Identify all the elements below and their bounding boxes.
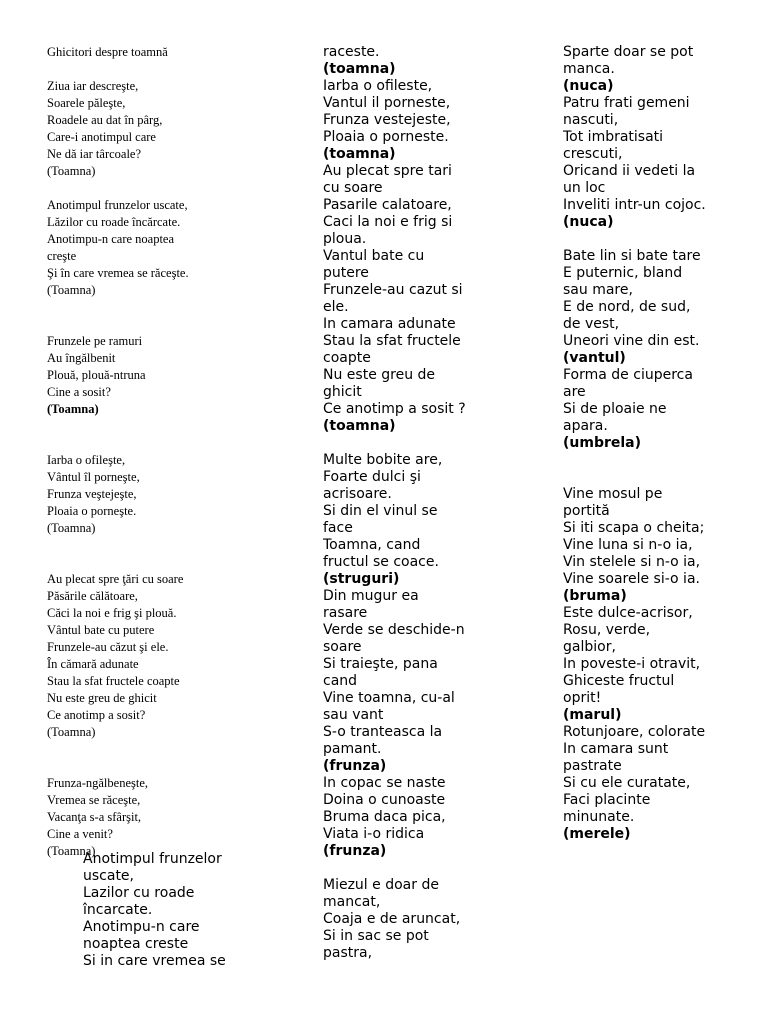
text-line: noaptea creste [83, 936, 189, 952]
text-line: Verde se deschide-n [323, 622, 465, 638]
text-line: Vin stelele si n-o ia, [563, 554, 701, 570]
text-line: acrisoare. [323, 486, 392, 502]
text-line: Si iti scapa o cheita; [563, 520, 705, 536]
text-line: E de nord, de sud, [563, 299, 691, 315]
stanza-gap [47, 418, 287, 452]
text-line: putere [323, 265, 369, 281]
text-line: Miezul e doar de [323, 877, 439, 893]
text-line: Bruma daca pica, [323, 809, 446, 825]
text-line: Frunzele-au cazut si [323, 282, 463, 298]
text-line: Doina o cunoaste [323, 792, 446, 808]
text-line: Ploaia o porneste. [323, 129, 449, 145]
riddle-answer: (toamna) [323, 61, 396, 77]
text-line: minunate. [563, 809, 635, 825]
text-line: În cămară adunate [47, 657, 139, 671]
text-line: face [323, 520, 353, 536]
text-line: Si traieşte, pana [323, 656, 438, 672]
text-line: Frunza veştejeşte, [47, 487, 137, 501]
text-line: apara. [563, 418, 608, 434]
text-line: Frunzele-au căzut şi ele. [47, 640, 169, 654]
text-line: (Toamna) [47, 164, 96, 178]
text-line: Lazilor cu roade [83, 885, 195, 901]
text-line: Pasarile calatoare, [323, 197, 452, 213]
riddle-answer: (marul) [563, 707, 622, 723]
text-line: Vantul bate cu [323, 248, 425, 264]
text-line: Frunzele pe ramuri [47, 334, 143, 348]
column-1-tail [83, 851, 283, 970]
riddle-answer: (bruma) [563, 588, 627, 604]
text-line: Lăzilor cu roade încărcate. [47, 215, 181, 229]
text-line: crescuti, [563, 146, 623, 162]
stanza-gap [47, 61, 287, 78]
text-line: Rotunjoare, colorate [563, 724, 706, 740]
text-line: Anotimpu-n care noaptea [47, 232, 175, 246]
text-line: Patru frati gemeni [563, 95, 690, 111]
text-line: Caci la noi e frig si [323, 214, 453, 230]
text-line: Care-i anotimpul care [47, 130, 156, 144]
text-line: Inveliti intr-un cojoc. [563, 197, 706, 213]
text-line: Vine toamna, cu-al [323, 690, 455, 706]
text-line: Frunza-ngălbeneşte, [47, 776, 149, 790]
text-line: manca. [563, 61, 615, 77]
column-3 [563, 44, 763, 843]
text-line: Frunza vestejeste, [323, 112, 451, 128]
text-line: Ghiceste fructul [563, 673, 675, 689]
text-line: Si de ploaie ne [563, 401, 667, 417]
text-line: (Toamna) [47, 725, 96, 739]
text-line: Rosu, verde, [563, 622, 651, 638]
text-line: Faci placinte [563, 792, 651, 808]
text-line: Soarele păleşte, [47, 96, 126, 110]
text-line: coapte [323, 350, 371, 366]
text-line: Si din el vinul se [323, 503, 438, 519]
text-line: rasare [323, 605, 368, 621]
stanza-gap [563, 452, 763, 486]
text-line: raceste. [323, 44, 380, 60]
stanza-gap [563, 231, 763, 248]
riddle-answer: (nuca) [563, 78, 614, 94]
text-line: Stau la sfat fructele [323, 333, 461, 349]
text-line: nascuti, [563, 112, 619, 128]
text-line: pastra, [323, 945, 373, 961]
text-line: Si in sac se pot [323, 928, 429, 944]
text-line: Ploaia o porneşte. [47, 504, 137, 518]
text-line: Iarba o ofileste, [323, 78, 433, 94]
text-line: (Toamna) [47, 844, 96, 858]
text-line: Foarte dulci şi [323, 469, 421, 485]
stanza-gap [47, 741, 287, 775]
text-line: fructul se coace. [323, 554, 439, 570]
text-line: Anotimpu-n care [83, 919, 200, 935]
text-line: E puternic, bland [563, 265, 683, 281]
text-line: Multe bobite are, [323, 452, 443, 468]
text-line: Stau la sfat fructele coapte [47, 674, 180, 688]
text-line: Si in care vremea se [83, 953, 226, 969]
riddle-answer: (toamna) [323, 146, 396, 162]
text-line: cu soare [323, 180, 383, 196]
text-line: Vine luna si n-o ia, [563, 537, 693, 553]
text-line: (Toamna) [47, 283, 96, 297]
riddle-answer: (merele) [563, 826, 631, 842]
text-line: (Toamna) [47, 521, 96, 535]
text-line: Uneori vine din est. [563, 333, 700, 349]
text-line: Coaja e de aruncat, [323, 911, 461, 927]
text-line: Toamna, cand [323, 537, 421, 553]
text-line: Este dulce-acrisor, [563, 605, 693, 621]
text-line: Ce anotimp a sosit? [47, 708, 146, 722]
text-line: Plouă, plouă-ntruna [47, 368, 146, 382]
text-line: ghicit [323, 384, 362, 400]
text-line: sau mare, [563, 282, 633, 298]
text-line: S-o tranteasca la [323, 724, 443, 740]
text-line: uscate, [83, 868, 134, 884]
text-line: Tot imbratisati [563, 129, 664, 145]
text-line: Vine soarele si-o ia. [563, 571, 700, 587]
text-line: In poveste-i otravit, [563, 656, 701, 672]
text-line: creşte [47, 249, 77, 263]
text-line: Nu este greu de ghicit [47, 691, 157, 705]
column-2 [323, 44, 563, 962]
text-line: soare [323, 639, 362, 655]
text-line: Forma de ciuperca [563, 367, 693, 383]
text-line: In camara sunt [563, 741, 669, 757]
text-line: Si cu ele curatate, [563, 775, 691, 791]
text-line: Au îngălbenit [47, 351, 116, 365]
stanza-gap [47, 537, 287, 571]
riddle-answer: (vantul) [563, 350, 626, 366]
riddle-answer: (frunza) [323, 843, 387, 859]
text-line: Vremea se răceşte, [47, 793, 141, 807]
text-line: Au plecat spre tari [323, 163, 452, 179]
text-line: Ne dă iar târcoale? [47, 147, 142, 161]
text-line: Ce anotimp a sosit ? [323, 401, 466, 417]
text-line: un loc [563, 180, 606, 196]
riddle-answer: (struguri) [323, 571, 400, 587]
stanza-gap [323, 860, 563, 877]
text-line: mancat, [323, 894, 381, 910]
text-line: Viata i-o ridica [323, 826, 425, 842]
text-line: Au plecat spre ţări cu soare [47, 572, 184, 586]
text-line: ele. [323, 299, 349, 315]
text-line: oprit! [563, 690, 602, 706]
text-line: Căci la noi e frig şi plouă. [47, 606, 177, 620]
text-line: pamant. [323, 741, 382, 757]
text-line: Iarba o ofileşte, [47, 453, 126, 467]
text-line: Vine mosul pe [563, 486, 663, 502]
riddle-answer: (nuca) [563, 214, 614, 230]
text-line: galbior, [563, 639, 616, 655]
text-line: Anotimpul frunzelor [83, 851, 222, 867]
text-line: ploua. [323, 231, 367, 247]
text-line: Ziua iar descreşte, [47, 79, 139, 93]
text-line: Nu este greu de [323, 367, 436, 383]
stanza-gap [323, 435, 563, 452]
text-line: Vântul bate cu putere [47, 623, 155, 637]
text-line: portită [563, 503, 610, 519]
text-line: Sparte doar se pot [563, 44, 694, 60]
text-line: Roadele au dat în pârg, [47, 113, 163, 127]
text-line: Păsările călătoare, [47, 589, 138, 603]
text-line: Şi în care vremea se răceşte. [47, 266, 189, 280]
text-line: Oricand ii vedeti la [563, 163, 696, 179]
text-line: Din mugur ea [323, 588, 419, 604]
text-line: Vântul îl porneşte, [47, 470, 140, 484]
text-line: de vest, [563, 316, 620, 332]
text-line: pastrate [563, 758, 622, 774]
riddle-answer: (umbrela) [563, 435, 642, 451]
text-line: Anotimpul frunzelor uscate, [47, 198, 188, 212]
column-1 [47, 44, 287, 860]
stanza-gap [47, 299, 287, 333]
text-line: Cine a sosit? [47, 385, 111, 399]
text-line: sau vant [323, 707, 384, 723]
text-line: Ghicitori despre toamnă [47, 45, 168, 59]
stanza-gap [47, 180, 287, 197]
text-line: Cine a venit? [47, 827, 113, 841]
text-line: Bate lin si bate tare [563, 248, 701, 264]
text-line: Vacanţa s-a sfârşit, [47, 810, 142, 824]
riddle-answer: (Toamna) [47, 402, 99, 416]
riddle-answer: (frunza) [323, 758, 387, 774]
text-line: In copac se naste [323, 775, 446, 791]
riddle-answer: (toamna) [323, 418, 396, 434]
text-line: cand [323, 673, 358, 689]
text-line: încarcate. [83, 902, 153, 918]
text-line: Vantul il porneste, [323, 95, 451, 111]
text-line: are [563, 384, 586, 400]
text-line: In camara adunate [323, 316, 456, 332]
